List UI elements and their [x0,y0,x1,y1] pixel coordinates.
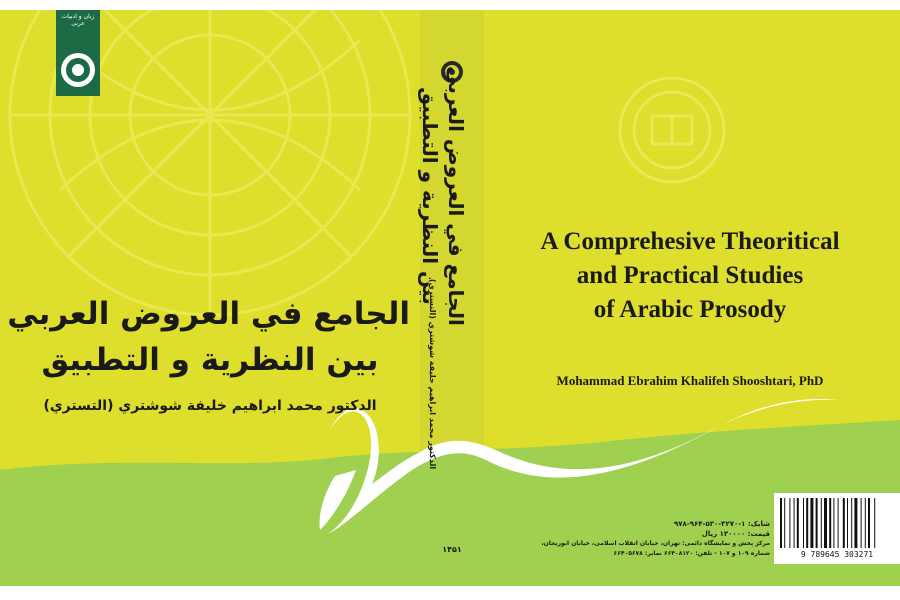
front-title-line2: and Practical Studies [576,262,804,289]
barcode-bar [847,498,848,548]
barcode-bar [833,498,834,548]
barcode-digits: 9 789645 303271 [800,550,874,559]
publisher-logo-caption: زبان و ادبیات عربی [61,13,95,27]
barcode-bar [861,498,862,548]
barcode-bar [794,498,795,548]
barcode-bar [851,498,852,548]
spine-number: ۱۴۵۱ [442,545,462,554]
barcode-bar [874,498,875,548]
barcode-bar [797,498,799,548]
barcode-bar [868,498,870,548]
barcode-bar [789,498,790,548]
barcode-bar [784,498,785,548]
imprint-isbn: شابک: ۱-۳۲۷۰-۵۳۰-۹۶۴-۹۷۸ [673,520,770,528]
barcode-bar [821,498,822,548]
imprint-block [541,519,770,559]
back-title-line2: بين النظرية و التطبيق [41,342,379,378]
barcode-bar [816,498,818,548]
front-author: Mohammad Ebrahim Khalifeh Shooshtari, PhD [556,373,824,388]
barcode-bar [824,498,827,548]
barcode-bar [843,498,845,548]
imprint-distribution: مرکز پخش و نمایشگاه دائمی: تهران، خیابان انقلاب اسلامی، خیابان ابوریحان، [541,540,770,547]
back-title-line1: الجامع في العروض العربي [7,296,410,332]
front-title-line1: A Comprehesive Theoritical [540,228,840,255]
barcode-bar [806,498,808,548]
imprint-phone: شماره ۱۰۹ و ۱۰۷ - تلفن: ۶۶۴۰۸۱۲۰ نمابر: ۶۶۴۰۵۶۷۸ [613,550,770,557]
barcode-bar [829,498,831,548]
barcode-bar [854,498,857,548]
back-author: الدكتور محمد ابراهيم خليفة شوشتري (التستري) [43,398,377,414]
spine-title-line2: بين النظرية و التطبيق [418,87,442,305]
spine-author: الدكتور محمد ابراهيم خليفة شوشتري (التستري) [428,278,437,470]
imprint-price: قیمت: ۱۳۰۰۰۰ ریال [701,530,770,538]
barcode-bar [810,498,813,548]
front-title-line3: of Arabic Prosody [593,296,787,323]
barcode-bar [803,498,804,548]
spine-title-line1: الجامع في العروض العربي [444,66,468,326]
barcode-bar [780,498,782,548]
barcode-bar [838,498,839,548]
barcode-bar [865,498,866,548]
